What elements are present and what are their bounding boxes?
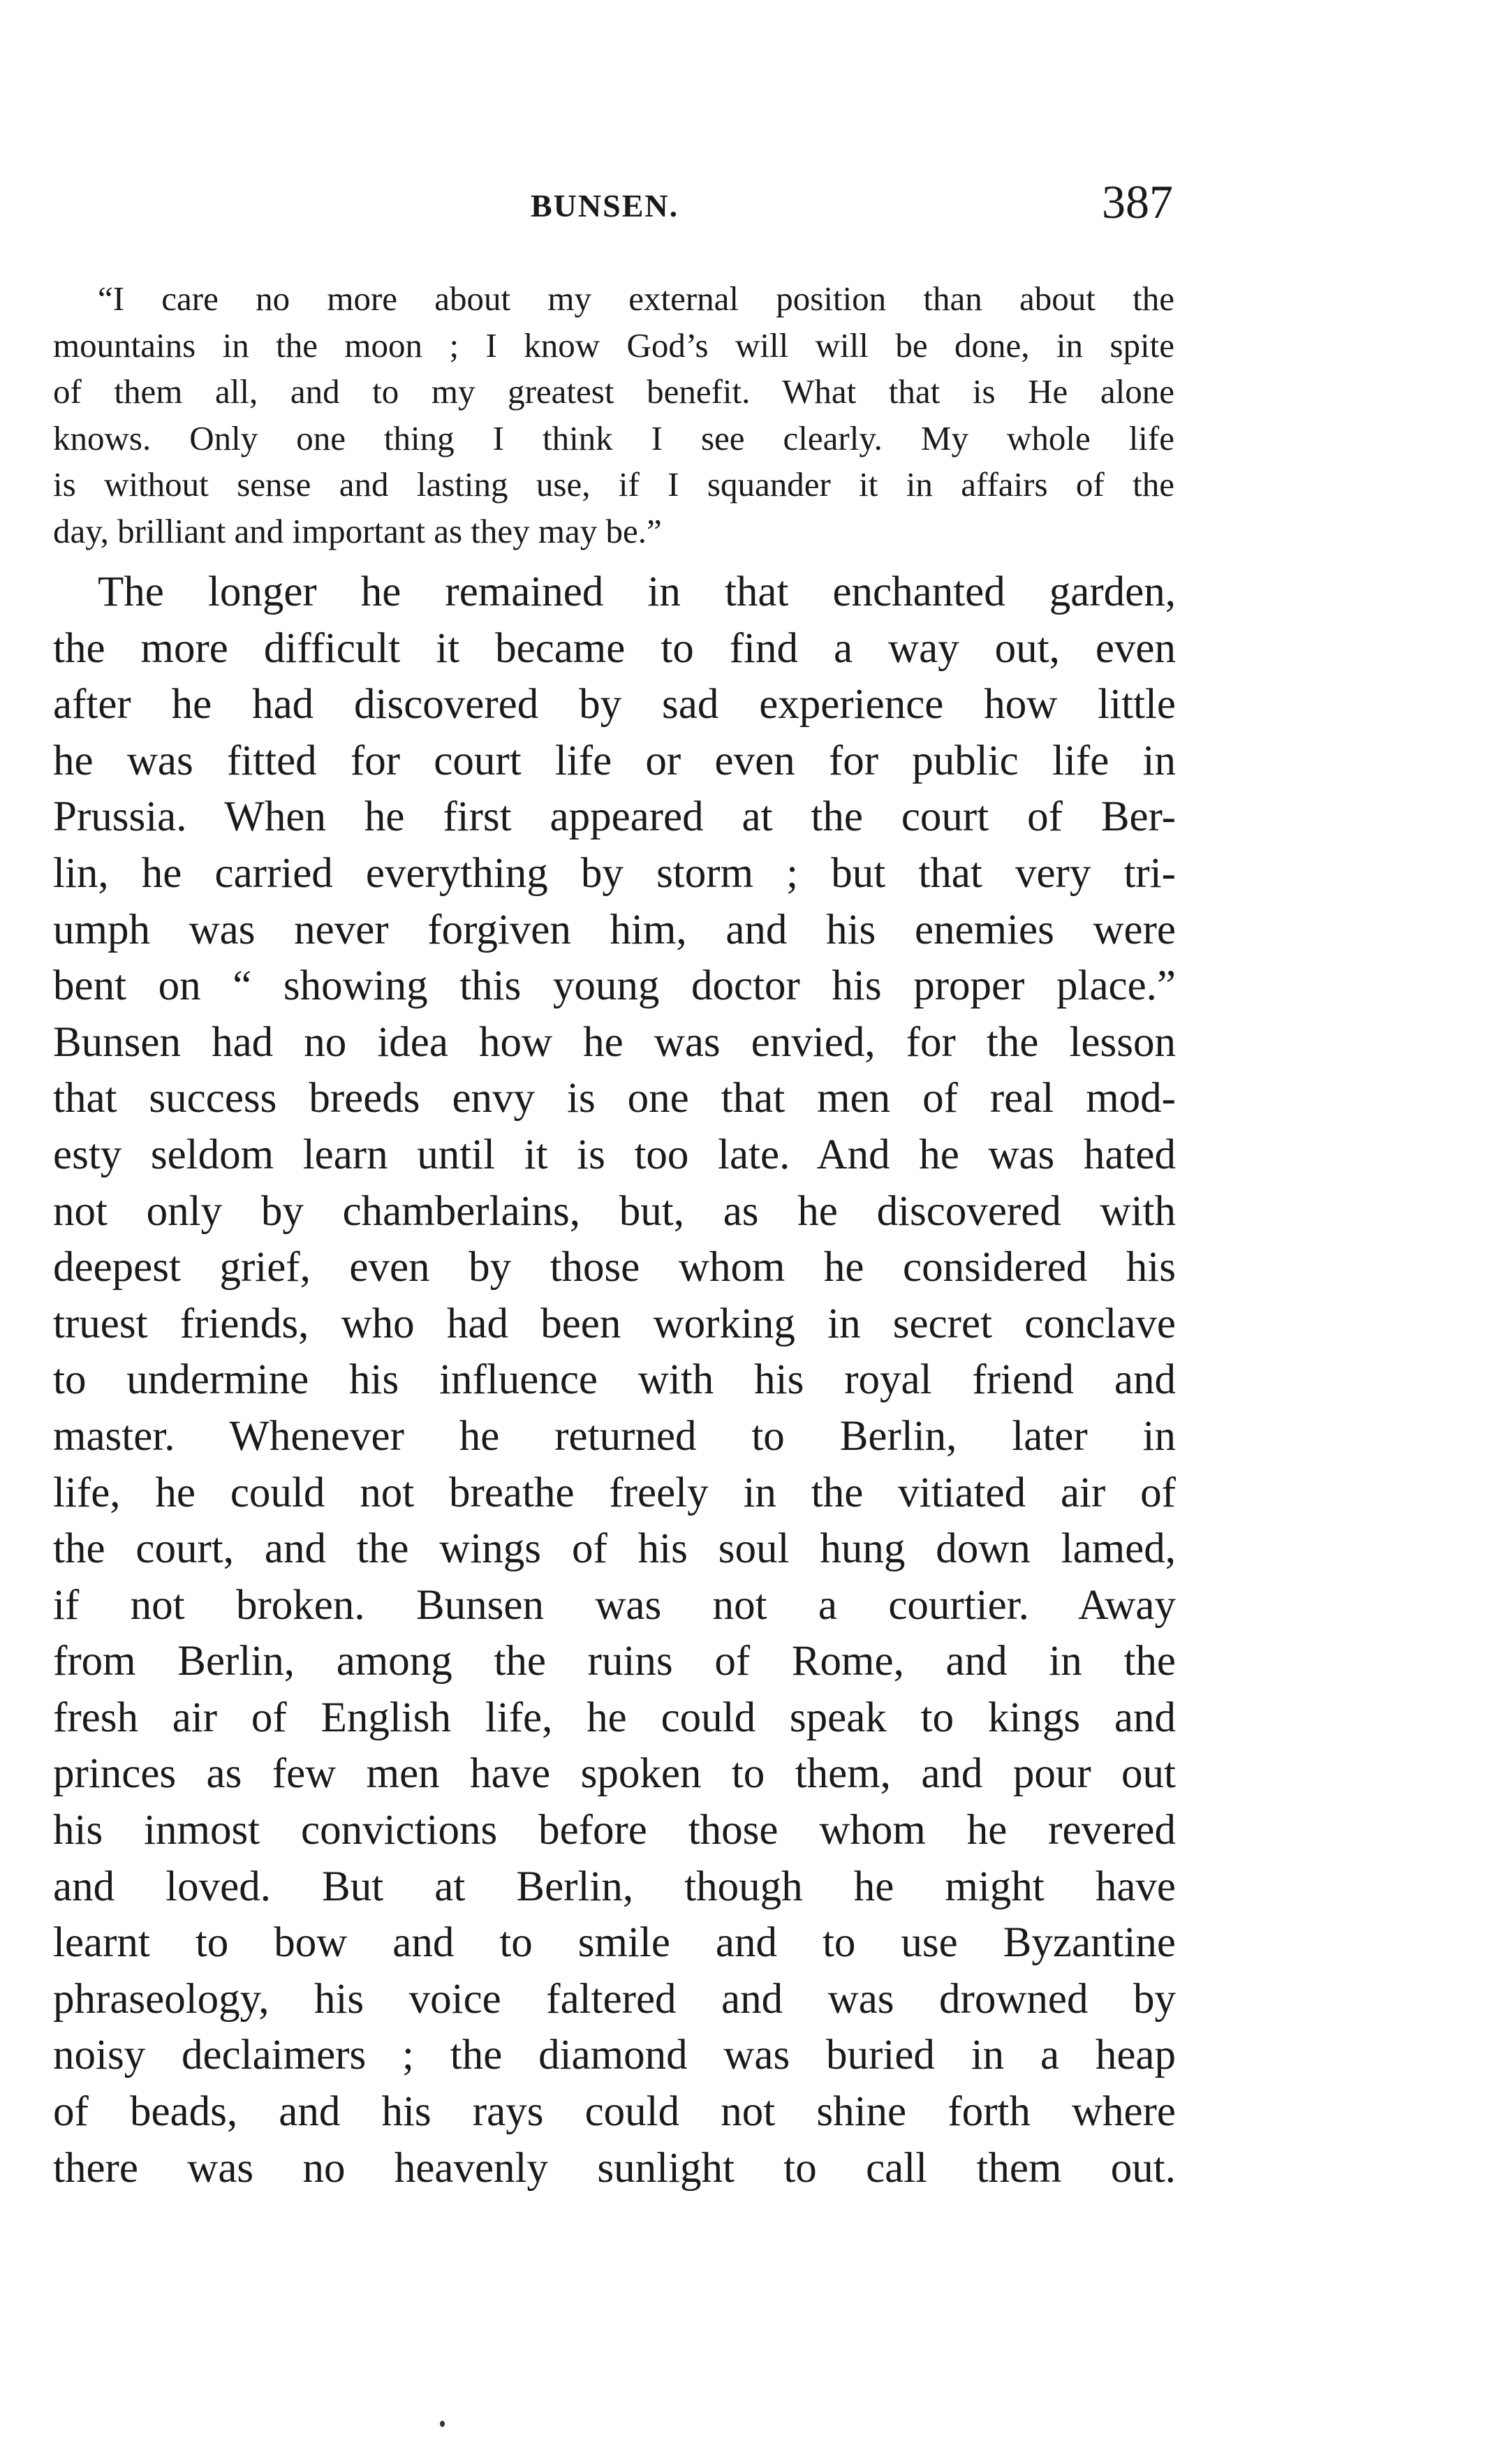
paper-speck — [440, 2421, 445, 2427]
text-line: and loved. But at Berlin, though he might have — [53, 1863, 1176, 1910]
body-paragraph — [53, 564, 1176, 2197]
quote-line: “I care no more about my external position than about the — [98, 279, 1174, 318]
text-line: the court, and the wings of his soul hung down lamed, — [53, 1525, 1176, 1573]
quote-line: day, brilliant and important as they may be.” — [53, 511, 662, 550]
text-line: if not broken. Bunsen was not a courtier. Away — [53, 1581, 1176, 1629]
text-line: truest friends, who had been working in secret conclave — [53, 1300, 1176, 1347]
text-line: master. Whenever he returned to Berlin, later in — [53, 1412, 1176, 1460]
text-line: Bunsen had no idea how he was envied, for the lesson — [53, 1018, 1176, 1066]
text-line: not only by chamberlains, but, as he discovered with — [53, 1187, 1176, 1235]
text-line: bent on “ showing this young doctor his proper place.” — [53, 962, 1176, 1010]
text-line: princes as few men have spoken to them, and pour out — [53, 1750, 1176, 1798]
text-line: deepest grief, even by those whom he considered his — [53, 1244, 1176, 1291]
running-head — [0, 168, 1497, 230]
text-line: The longer he remained in that enchanted garden, — [98, 569, 1176, 615]
text-line: noisy declaimers ; the diamond was buried in a heap — [53, 2032, 1176, 2079]
block-quote — [53, 276, 1174, 555]
text-line: umph was never forgiven him, and his enemies were — [53, 906, 1176, 953]
text-line: the more difficult it became to find a way out, even — [53, 624, 1176, 672]
text-line: phraseology, his voice faltered and was drowned by — [53, 1975, 1176, 2023]
text-line: of beads, and his rays could not shine forth where — [53, 2088, 1176, 2136]
quote-line: knows. Only one thing I think I see clearly. My whole life — [53, 418, 1174, 457]
text-line: to undermine his influence with his royal friend and — [53, 1356, 1176, 1404]
quote-line: of them all, and to my greatest benefit. What that is He alone — [53, 372, 1174, 411]
text-line: after he had discovered by sad experience how little — [53, 681, 1176, 728]
text-line: fresh air of English life, he could speak to kings and — [53, 1694, 1176, 1741]
text-line: from Berlin, among the ruins of Rome, and in the — [53, 1638, 1176, 1685]
quote-line: mountains in the moon ; I know God’s will will be done, in spite — [53, 325, 1174, 365]
page-number: 387 — [1102, 175, 1173, 228]
quote-line: is without sense and lasting use, if I squander it in affairs of the — [53, 465, 1174, 504]
running-title: BUNSEN. — [531, 188, 679, 223]
text-line: life, he could not breathe freely in the vitiated air of — [53, 1469, 1176, 1516]
text-line: esty seldom learn until it is too late. And he was hated — [53, 1131, 1176, 1178]
text-line: there was no heavenly sunlight to call them out. — [53, 2144, 1176, 2192]
text-line: learnt to bow and to smile and to use Byzantine — [53, 1919, 1176, 1967]
text-line: lin, he carried everything by storm ; but that very tri- — [53, 849, 1176, 897]
text-line: he was fitted for court life or even for public life in — [53, 737, 1176, 784]
text-line: that success breeds envy is one that men of real mod- — [53, 1075, 1176, 1122]
text-line: his inmost convictions before those whom he revered — [53, 1807, 1176, 1854]
text-line: Prussia. When he first appeared at the court of Ber- — [53, 793, 1176, 841]
